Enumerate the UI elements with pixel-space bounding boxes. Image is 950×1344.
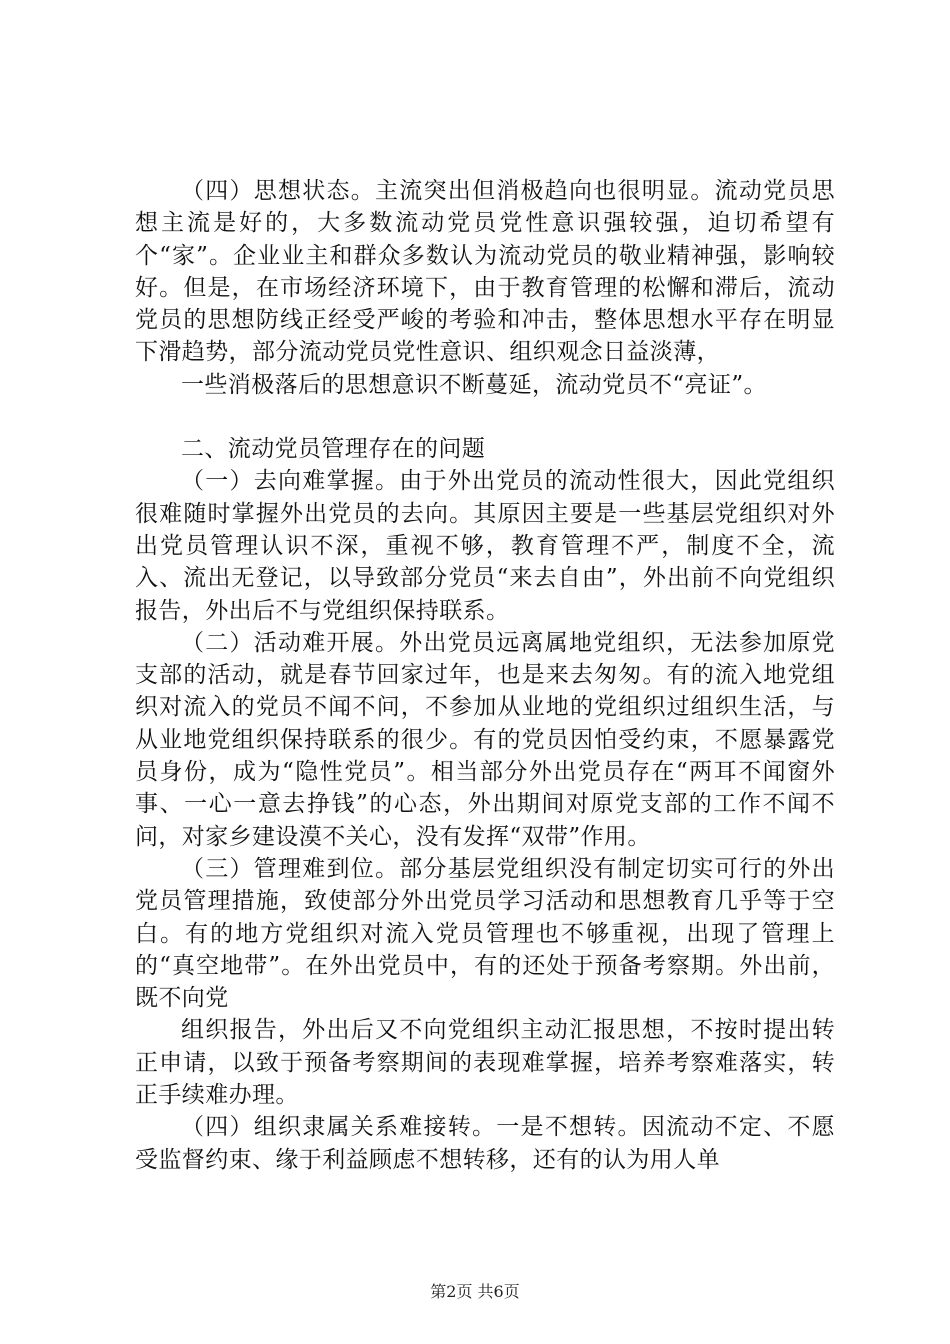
paragraph-activities: （二）活动难开展。外出党员远离属地党组织，无法参加原党支部的活动，就是春节回家过年，也是来去匆匆。有的流入地党组织对流入的党员不闻不问，不参加从业地的党组织过组织生活，与从业地党组织保持联系的很少。有的党员因怕受约束，不愿暴露党员身份，成为“隐性党员”。相当部分外出党员存在“两耳不闻窗外事、一心一意去挣钱”的心态，外出期间对原党支部的工作不闻不问，对家乡建设漠不关心，没有发挥“双带”作用。 <box>135 629 835 850</box>
paragraph-affiliation-transfer: （四）组织隶属关系难接转。一是不想转。因流动不定、不愿受监督约束、缘于利益顾虑不想转移，还有的认为用人单 <box>135 1114 835 1173</box>
document-body <box>135 175 835 1176</box>
page-number-footer: 第2页 共6页 <box>430 1282 520 1301</box>
paragraph-negative-thoughts: 一些消极落后的思想意识不断蔓延，流动党员不“亮证”。 <box>181 371 767 398</box>
paragraph-thought-status: （四）思想状态。主流突出但消极趋向也很明显。流动党员思想主流是好的，大多数流动党员党性意识强较强，迫切希望有个“家”。企业业主和群众多数认为流动党员的敬业精神强，影响较好。但是，在市场经济环境下，由于教育管理的松懈和滞后，流动党员的思想防线正经受严峻的考验和冲击，整体思想水平存在明显下滑趋势，部分流动党员党性意识、组织观念日益淡薄， <box>135 178 835 366</box>
paragraph-whereabouts: （一）去向难掌握。由于外出党员的流动性很大，因此党组织很难随时掌握外出党员的去向。其原因主要是一些基层党组织对外出党员管理认识不深，重视不够，教育管理不严，制度不全，流入、流出无登记，以导致部分党员“来去自由”，外出前不向党组织报告，外出后不与党组织保持联系。 <box>135 468 835 624</box>
paragraph-management: （三）管理难到位。部分基层党组织没有制定切实可行的外出党员管理措施，致使部分外出党员学习活动和思想教育几乎等于空白。有的地方党组织对流入党员管理也不够重视，出现了管理上的“真空地带”。在外出党员中，有的还处于预备考察期。外出前，既不向党 <box>135 855 835 1012</box>
paragraph-spacer <box>135 401 835 433</box>
section-heading-problems: 二、流动党员管理存在的问题 <box>181 436 486 463</box>
paragraph-management-continued: 组织报告，外出后又不向党组织主动汇报思想，不按时提出转正申请，以致于预备考察期间的表现难掌握，培养考察难落实，转正手续难办理。 <box>135 1017 835 1109</box>
